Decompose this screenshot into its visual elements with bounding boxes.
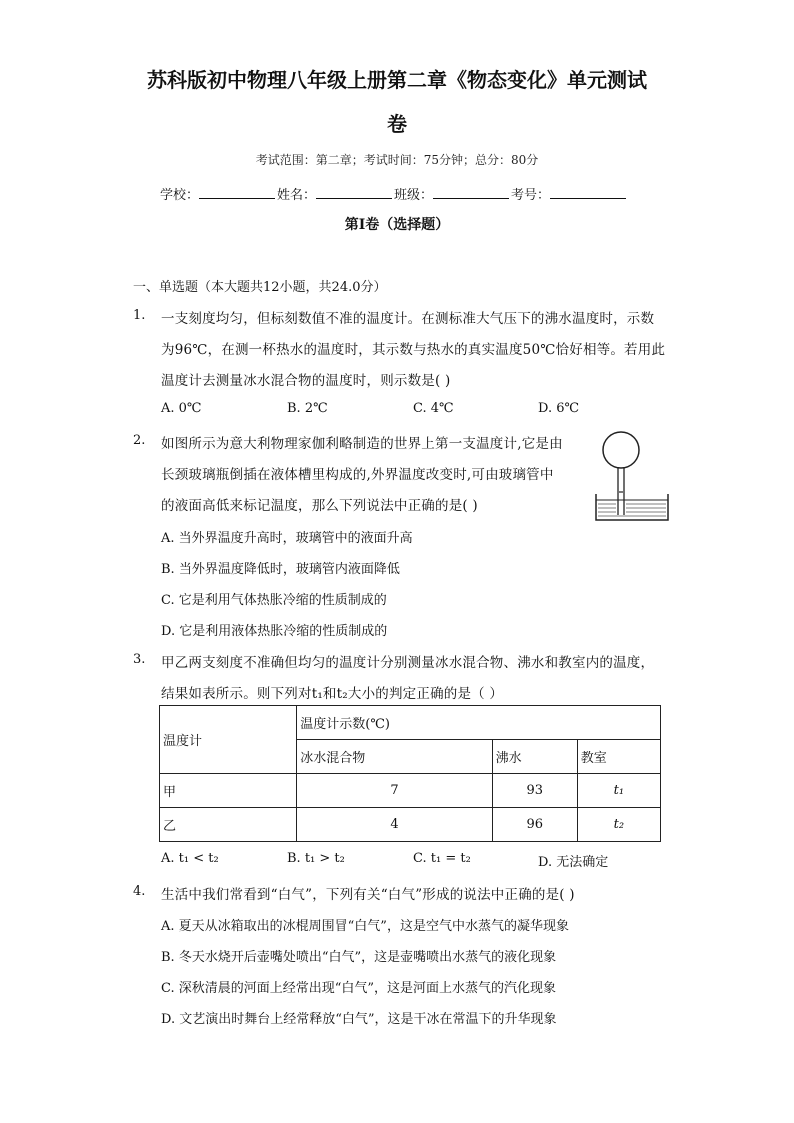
galileo-thermometer-figure: [590, 430, 672, 522]
question-2-number: 2.: [133, 433, 146, 448]
question-1-option-a[interactable]: A. 0℃: [161, 401, 202, 416]
question-3-option-c[interactable]: C. t₁ = t₂: [413, 851, 471, 866]
table-header-boil: 沸水: [492, 740, 577, 774]
school-label: 学校：: [160, 188, 200, 203]
question-1-option-b[interactable]: B. 2℃: [287, 401, 328, 416]
table-cell-boil: 96: [492, 808, 577, 842]
liquid-hatching: [598, 504, 666, 516]
question-3-option-b[interactable]: B. t₁ > t₂: [287, 851, 345, 866]
exam-info: 考试范围：第二章；考试时间：75分钟；总分：80分: [255, 153, 539, 167]
question-4-line: 生活中我们常看到“白气”，下列有关“白气”形成的说法中正确的是( ): [161, 887, 575, 903]
number-label: 考号：: [511, 188, 551, 203]
class-label: 班级：: [394, 188, 434, 203]
question-4-option-d[interactable]: D. 文艺演出时舞台上经常释放“白气”，这是干冰在常温下的升华现象: [161, 1012, 557, 1027]
question-2-option-c[interactable]: C. 它是利用气体热胀冷缩的性质制成的: [161, 593, 387, 608]
table-cell-ice: 7: [297, 774, 492, 808]
exam-title-line1: 苏科版初中物理八年级上册第二章《物态变化》单元测试: [147, 68, 647, 92]
exam-title-line2: 卷: [387, 112, 407, 136]
question-1-line: 为96℃，在测一杯热水的温度时，其示数与热水的真实温度50℃恰好相等。若用此: [161, 342, 666, 358]
question-2-option-a[interactable]: A. 当外界温度升高时，玻璃管中的液面升高: [161, 531, 413, 546]
table-header-ice: 冰水混合物: [297, 740, 492, 774]
volume-title: 第I卷（选择题）: [344, 217, 450, 233]
question-4-option-b[interactable]: B. 冬天水烧开后壶嘴处喷出“白气”，这是壶嘴喷出水蒸气的液化现象: [161, 950, 557, 965]
section-title: 一、单选题（本大题共12小题，共24.0分）: [133, 280, 387, 295]
question-2-line: 如图所示为意大利物理家伽利略制造的世界上第一支温度计,它是由: [161, 436, 563, 452]
table-header-room: 教室: [577, 740, 660, 774]
question-3-option-d[interactable]: D. 无法确定: [538, 855, 609, 870]
table-cell-room: t₂: [577, 808, 660, 842]
question-2-line: 长颈玻璃瓶倒插在液体槽里构成的,外界温度改变时,可由玻璃管中: [161, 467, 554, 483]
table-header-thermometer: 温度计: [160, 706, 297, 774]
question-2-option-b[interactable]: B. 当外界温度降低时，玻璃管内液面降低: [161, 562, 400, 577]
question-2-option-d[interactable]: D. 它是利用液体热胀冷缩的性质制成的: [161, 624, 388, 639]
question-4-option-c[interactable]: C. 深秋清晨的河面上经常出现“白气”，这是河面上水蒸气的汽化现象: [161, 981, 557, 996]
table-row: [160, 774, 661, 808]
question-3-number: 3.: [133, 652, 146, 667]
question-4-option-a[interactable]: A. 夏天从冰箱取出的冰棍周围冒“白气”，这是空气中水蒸气的凝华现象: [161, 919, 569, 934]
question-1-number: 1.: [133, 308, 146, 323]
table-cell-boil: 93: [492, 774, 577, 808]
question-1-line: 温度计去测量冰水混合物的温度时，则示数是( ): [161, 373, 451, 389]
name-blank[interactable]: [316, 186, 392, 199]
question-4-number: 4.: [133, 884, 146, 899]
table-cell-ice: 4: [297, 808, 492, 842]
table-cell-room: t₁: [577, 774, 660, 808]
number-blank[interactable]: [550, 186, 626, 199]
name-label: 姓名：: [277, 188, 317, 203]
school-blank[interactable]: [199, 186, 275, 199]
glass-bulb: [603, 432, 639, 468]
table-cell-name: 乙: [160, 808, 297, 842]
question-1-option-d[interactable]: D. 6℃: [538, 401, 580, 416]
question-1-option-c[interactable]: C. 4℃: [413, 401, 454, 416]
table-cell-name: 甲: [160, 774, 297, 808]
student-info-fields: [160, 184, 628, 203]
class-blank[interactable]: [433, 186, 509, 199]
question-2-line: 的液面高低来标记温度，那么下列说法中正确的是( ): [161, 498, 478, 514]
table-header-reading: 温度计示数(℃): [297, 706, 661, 740]
question-3-option-a[interactable]: A. t₁ < t₂: [161, 851, 219, 866]
question-3-line: 甲乙两支刻度不准确但均匀的温度计分别测量冰水混合物、沸水和教室内的温度，: [161, 655, 655, 671]
question-3-line: 结果如表所示。则下列对t₁和t₂大小的判定正确的是（ ）: [161, 686, 504, 702]
table-row: [160, 808, 661, 842]
thermometer-readings-table: [159, 705, 661, 842]
question-1-line: 一支刻度均匀，但标刻数值不准的温度计。在测标准大气压下的沸水温度时，示数: [161, 311, 655, 327]
